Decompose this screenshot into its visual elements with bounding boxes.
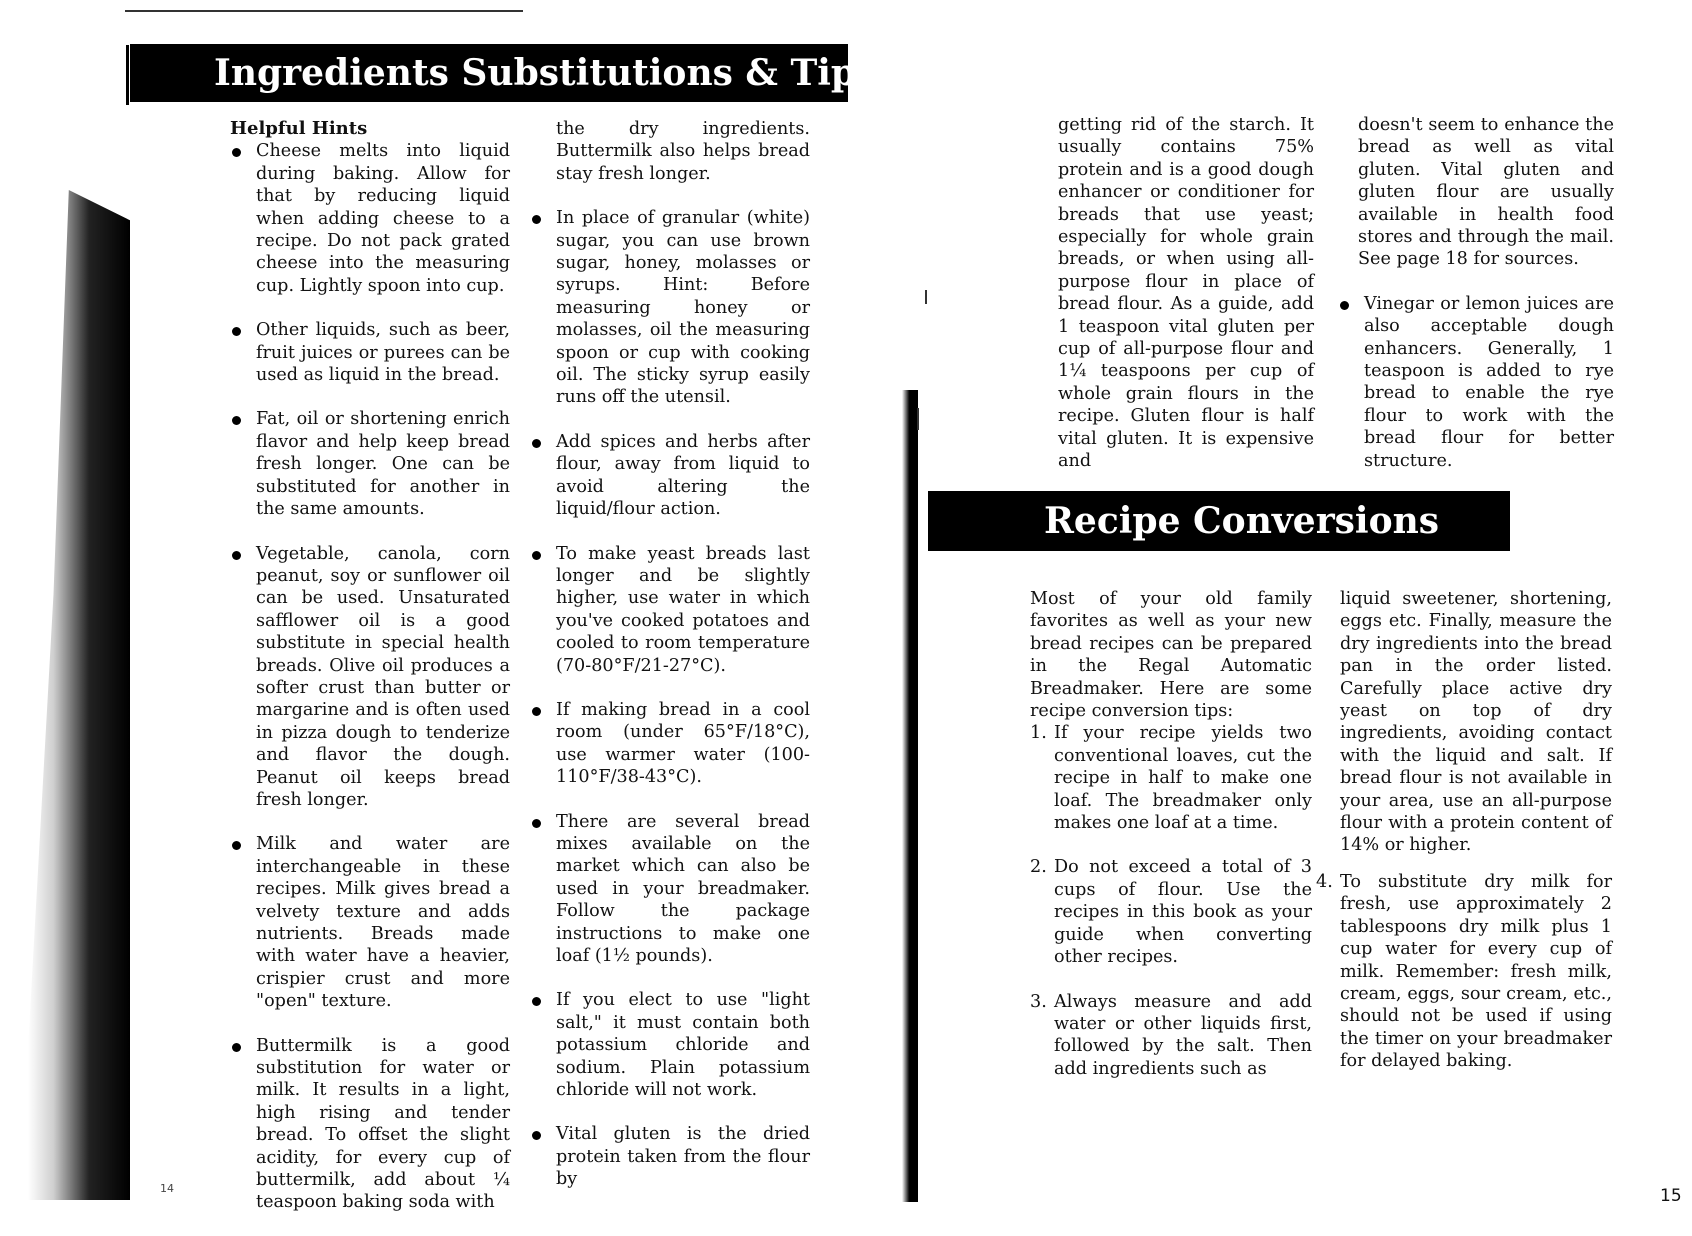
top-rule	[125, 10, 523, 12]
bullet-icon	[232, 551, 241, 560]
numbered-item: 1. If your recipe yields two conventional loaves, cut the recipe in half to make one loaf. The breadmaker only makes one loaf at a time.	[1030, 723, 1312, 834]
ingredients-banner: Ingredients Substitutions & Tips	[130, 44, 848, 102]
list-item: Other liquids, such as beer, fruit juices or purees can be used as liquid in the bread.	[230, 319, 510, 386]
list-item: Vegetable, canola, corn peanut, soy or sunflower oil can be used. Unsaturated safflower oil is a good substitute in special health breads. Olive oil produces a softer crust than butter or margarine and is often used in pizza dough to tenderize and flavor the dough. Peanut oil keeps bread fresh longer.	[230, 543, 510, 812]
list-item: In place of granular (white) sugar, you can use brown sugar, honey, molasses or syrups. Hint: Before measuring honey or molasses, oil the measuring spoon or cup with cooking oil. The sticky syrup easily runs off the utensil.	[530, 207, 810, 409]
bullet-icon	[1340, 301, 1349, 310]
list-item: Add spices and herbs after flour, away from liquid to avoid altering the liquid/flour action.	[530, 431, 810, 521]
list-item: Milk and water are interchangeable in these recipes. Milk gives bread a velvety texture and adds nutrients. Breads made with water have a heavier, crispier crust and more "open" texture.	[230, 833, 510, 1012]
list-item: Vinegar or lemon juices are also acceptable dough enhancers. Generally, 1 teaspoon is added to rye bread to enable the rye flour to work with the bread flour for better structure.	[1338, 293, 1614, 472]
bullet-icon	[532, 707, 541, 716]
page-number-right: 15	[1660, 1186, 1682, 1206]
conversion-intro: Most of your old family favorites as well as your new bread recipes can be prepared in the Regal Automatic Breadmaker. Here are some recipe conversion tips:	[1030, 589, 1312, 722]
column-4	[1358, 114, 1614, 494]
helpful-hints-heading: Helpful Hints	[230, 118, 368, 139]
bullet-icon	[532, 997, 541, 1006]
scan-shadow-edge	[28, 190, 130, 1200]
list-item: Fat, oil or shortening enrich flavor and help keep bread fresh longer. One can be substituted for another in the same amounts.	[230, 408, 510, 520]
numbered-item: 4. To substitute dry milk for fresh, use approximately 2 tablespoons dry milk plus 1 cup water for every cup of milk. Remember: fresh milk, cream, eggs, sour cream, etc., should not be used if using the timer on your breadmaker for delayed baking.	[1316, 871, 1612, 1072]
bullet-icon	[532, 1131, 541, 1140]
list-item: Buttermilk is a good substitution for water or milk. It results in a light, high rising and tender bread. To offset the slight acidity, for every cup of buttermilk, add about ¼ teaspoon baking soda with	[230, 1035, 510, 1214]
list-item-continuation: doesn't seem to enhance the bread as well as vital gluten. Vital gluten and gluten flour are usually available in health food stores and through the mail. See page 18 for sources.	[1358, 115, 1614, 270]
list-item: Vital gluten is the dried protein taken from the flour by	[530, 1123, 810, 1190]
list-item-continuation: the dry ingredients. Buttermilk also helps bread stay fresh longer.	[556, 119, 810, 184]
numbered-item: 3. Always measure and add water or other liquids first, followed by the salt. Then add ingredients such as	[1030, 991, 1312, 1079]
page-number-left: 14	[160, 1182, 174, 1195]
bullet-icon	[532, 439, 541, 448]
column-3: getting rid of the starch. It usually contains 75% protein and is a good dough enhancer or conditioner for breads that use yeast; especially for whole grain breads, or when using all-purpose flour in place of bread flour. As a guide, add 1 teaspoon vital gluten per cup of all-purpose flour and 1¼ teaspoons per cup of whole grain flours in the recipe. Gluten flour is half vital gluten. It is expensive and	[1058, 115, 1314, 472]
recipe-conversions-banner: Recipe Conversions	[928, 491, 1510, 551]
column-6	[1316, 588, 1612, 1095]
column-5	[1030, 588, 1312, 1102]
numbered-item: 2. Do not exceed a total of 3 cups of flour. Use the recipes in this book as your guide when converting other recipes.	[1030, 857, 1312, 968]
bullet-icon	[232, 1043, 241, 1052]
bullet-icon	[532, 215, 541, 224]
banner-edge-bar	[126, 45, 129, 105]
list-item: If you elect to use "light salt," it must contain both potassium chloride and sodium. Plain potassium chloride will not work.	[530, 989, 810, 1101]
bullet-icon	[232, 148, 241, 157]
list-item: There are several bread mixes available on the market which can also be used in your breadmaker. Follow the package instructions to make one loaf (1½ pounds).	[530, 811, 810, 968]
bullet-icon	[232, 416, 241, 425]
bullet-icon	[232, 841, 241, 850]
bullet-icon	[232, 327, 241, 336]
column-1	[230, 118, 510, 1236]
bullet-icon	[532, 819, 541, 828]
numbered-item-continuation: liquid sweetener, shortening, eggs etc. Finally, measure the dry ingredients into the bread pan in the order listed. Carefully place active dry yeast on top of dry ingredients, avoiding contact with the liquid and salt. If bread flour is not available in your area, use an all-purpose flour with a protein content of 14% or higher.	[1340, 589, 1612, 856]
list-item: To make yeast breads last longer and be slightly higher, use water in which you've cooked potatoes and cooled to room temperature (70-80°F/21-27°C).	[530, 543, 810, 677]
list-item: Cheese melts into liquid during baking. Allow for that by reducing liquid when adding cheese to a recipe. Do not pack grated cheese into the measuring cup. Lightly spoon into cup.	[230, 140, 510, 297]
column-2	[530, 118, 810, 1213]
list-item: If making bread in a cool room (under 65°F/18°C), use warmer water (100-110°F/38-43°C).	[530, 699, 810, 789]
bullet-icon	[532, 551, 541, 560]
